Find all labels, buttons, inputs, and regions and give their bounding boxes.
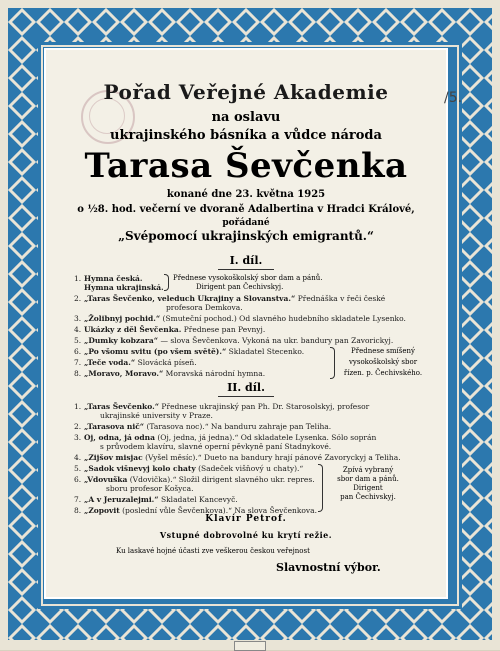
committee-signature: Slavnostní výbor. — [276, 561, 381, 574]
list-item: 8. „Zopovit (poslední vůle Ševčenkova).“ Na slova Ševčenkova. — [74, 506, 318, 515]
event-venue: o ½8. hod. večerní ve dvoraně Adalbertina v Hradci Králové, — [77, 204, 415, 215]
list-item: sboru profesor Košyca. — [106, 484, 194, 493]
brace — [164, 274, 169, 291]
poster-title: Pořad Veřejné Akademie — [103, 80, 389, 104]
list-item: 5. „Dumky kobzara“ — slova Ševčenkova. Vykoná na ukr. bandury pan Zavorickyj. — [74, 336, 394, 345]
note-choir-1: Přednese smíšený — [351, 347, 415, 355]
part1-rule — [218, 269, 274, 270]
program-paper — [46, 50, 463, 597]
list-item: 2. „Taras Ševčenko, veleduch Ukrajiny a Slovanstva.“ Přednáška v řeči české — [74, 294, 386, 303]
list-item: 1. „Taras Ševčenko.“ Přednese ukrajinský pan Ph. Dr. Starosolskyj, profesor — [74, 402, 370, 411]
handwritten-mark: /5. — [444, 90, 463, 106]
list-item: s průvodem klavíru, slavné operní pěvkyně paní Stadnykové. — [100, 442, 332, 451]
organized-by-label: pořádané — [222, 218, 270, 228]
list-item: ukrajinské university v Praze. — [100, 411, 213, 420]
list-item: 2. „Tarasova nič“ (Tarasova noc).“ Na banduru zahraje pan Teliha. — [74, 422, 332, 431]
list-item: 4. Ukázky z děl Ševčenka. Přednese pan Pevnyj. — [74, 325, 266, 334]
note-choir2-4: pan Čechivskyj. — [340, 493, 396, 501]
list-item: 4. „Zijšov misjac (Vyšel měsíc).“ Dueto na bandury hrají pánové Zavoryckyj a Teliha. — [74, 453, 401, 462]
note-choir-3: řízen. p. Čechivského. — [343, 369, 423, 377]
list-item: 8. „Moravo, Moravo.“ Moravská národní hymna. — [74, 369, 266, 378]
note-choir2-3: Dirigent — [353, 484, 383, 492]
subtitle-line2: ukrajinského básníka a vůdce národa — [110, 128, 382, 143]
list-item: 3. „Žolibnyj pochid.“ (Smuteční pochod.) Od slavného hudebního skladatele Lysenko. — [74, 314, 406, 323]
note-hymns-2: Dirigent pan Čechivskyj. — [196, 283, 284, 291]
note-choir2-2: sbor dam a pánů. — [337, 475, 399, 483]
subtitle-line1: na oslavu — [211, 110, 281, 125]
list-item: 5. „Sadok višnevyj kolo chaty (Sadeček višňový u chaty).“ — [74, 464, 304, 473]
list-item: Hymna ukrajinská. — [84, 283, 164, 292]
part2-rule — [218, 396, 274, 397]
list-item: profesora Demkova. — [166, 303, 243, 312]
event-date: konané dne 23. května 1925 — [166, 189, 326, 200]
invitation-text: Ku laskavé hojné účasti zve veškerou českou veřejnost — [116, 547, 310, 555]
note-hymns-1: Přednese vysokoškolský sbor dam a pánů. — [173, 274, 323, 282]
list-item: 1. Hymna česká. — [74, 274, 143, 283]
brace — [330, 347, 335, 379]
note-choir-2: vysokoškolský sbor — [348, 358, 418, 366]
list-item: 6. „Vdovuška (Vdovička).“ Složil dirigent slavného ukr. repres. — [74, 475, 315, 484]
entry-fee-note: Vstupné dobrovolné ku krytí režie. — [159, 530, 333, 540]
organizer-name: „Svépomocí ukrajinských emigrantů.“ — [118, 229, 374, 243]
note-choir2-1: Zpívá vybraný — [342, 466, 394, 474]
list-item: 7. „Teče voda.“ Slovácká píseň. — [74, 358, 197, 367]
piano-note: Klavír Petrof. — [205, 514, 287, 524]
poet-name: Tarasa Ševčenka — [84, 146, 408, 186]
list-item: 6. „Po všomu svitu (po všem světě).“ Skladatel Stecenko. — [74, 347, 305, 356]
part1-heading: I. díl. — [229, 254, 263, 267]
list-item: 3. Oj, odna, já odna (Oj, jedna, já jedna).“ Od skladatele Lysenka. Sólo soprán — [74, 433, 377, 442]
part2-heading: II. díl. — [227, 381, 265, 394]
list-item: 7. „A v Jeruzalejmi.“ Skladatel Kancevyč. — [74, 495, 238, 504]
brace — [318, 464, 323, 512]
